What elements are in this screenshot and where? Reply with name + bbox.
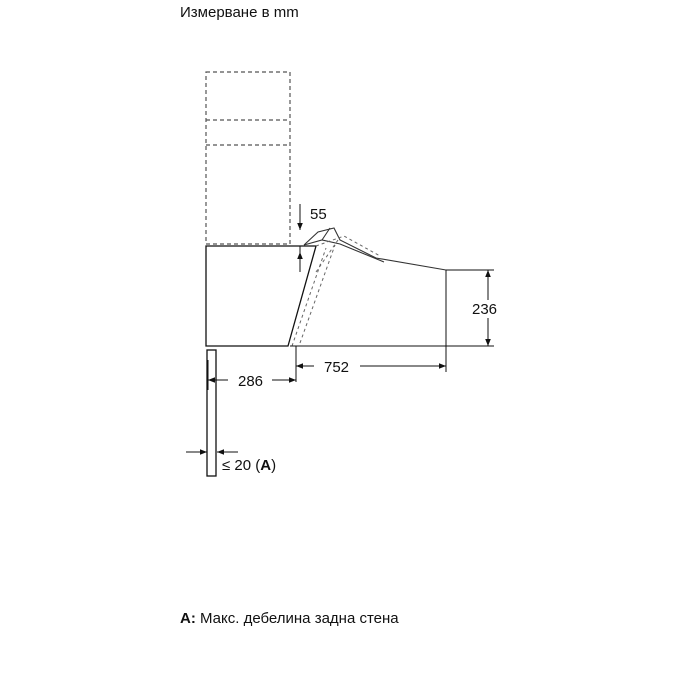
page-title: Измерване в mm — [180, 4, 299, 21]
dimension-wall-thickness-label: ≤ 20 (A) — [222, 457, 277, 474]
legend-text: Макс. дебелина задна стена — [200, 610, 399, 627]
chimney-outline — [206, 72, 290, 244]
extension-lines — [208, 246, 494, 470]
dimension-236-label: 236 — [472, 301, 498, 318]
dimension-752-label: 752 — [324, 359, 350, 376]
legend-note — [180, 610, 399, 627]
dimension-286-label: 286 — [238, 373, 264, 390]
lid-hinge-arc — [292, 236, 380, 346]
legend-key: A: — [180, 610, 196, 627]
dimension-55-label: 55 — [310, 206, 327, 223]
